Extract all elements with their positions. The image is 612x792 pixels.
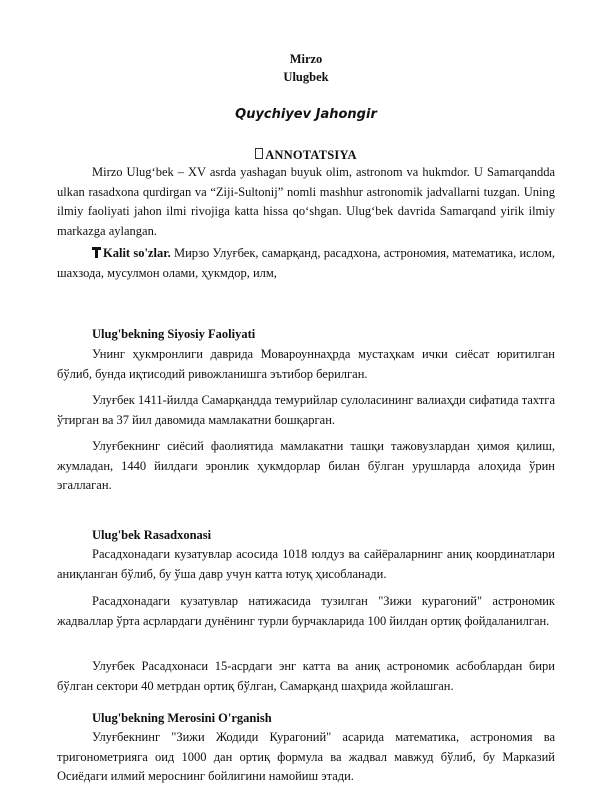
key-icon [92,247,101,258]
section-heading-observatory: Ulug'bek Rasadxonasi [92,528,212,542]
section-paragraph: Улуғбекнинг сиёсий фаолиятида мамлакатни ташқи тажовузлардан ҳимоя қилиш, жумладан, 1440 йилдаги эронлик ҳукмдорлар билан бўлган урушларда алоҳида ўрин эгаллаган. [57,439,555,492]
section-paragraph: Улуғбекнинг "Зижи Жодиди Курагоний" асарида математика, астрономия ва тригонометрияга оид 1000 дан ортиқ формула ва жадвал мавжуд бўлиб, бу Марказий Осиёдаги илмий мероснинг бойлигини намойиш этади. [57,730,555,783]
section-heading-legacy: Ulug'bekning Merosini O'rganish [92,711,272,725]
keywords-paragraph [57,244,555,283]
section-paragraph: Улуғбек 1411-йилда Самарқандда темурийлар сулоласининг валиаҳди сифатида тахтга ўтирган ва 37 йил давомида мамлакатни бошқарган. [57,393,555,427]
keywords-text: Мирзо Улуғбек, самарқанд, расадхона, астрономия, математика, ислом, шахзода, мусулмон олами, ҳукмдор, илм, [57,246,556,280]
author-name: Quychiyev Jahongir [235,107,377,122]
annotation-paragraph: Mirzo Ulug‘bek – XV asrda yashagan buyuk olim, astronom va hukmdor. U Samarqandda ulkan rasadxona qurdirgan va “Ziji-Sultonij” nomli mashhur astronomik jadvallarni tuzgan. Uning ilmiy faoliyati jahon ilmi rivojiga katta hissa qo‘shgan. Ulug‘bek davrida Samarqand yirik ilmiy markazga aylangan. [57,165,555,238]
keywords-label: Kalit so'zlar. [103,246,171,260]
annotation-heading [0,148,612,163]
section-paragraph: Унинг ҳукмронлиги даврида Мовароуннаҳрда мустаҳкам ички сиёсат юритилган бўлиб, бунда иқтисодий ривожланишга эътибор берилган. [57,347,555,381]
placeholder-box-icon [255,148,263,159]
section-paragraph: Расадхонадаги кузатувлар асосида 1018 юлдуз ва сайёраларнинг аниқ координатлари аниқланган бўлиб, бу ўша давр учун катта ютуқ ҳисобланади. [57,547,555,581]
annotation-heading-text: ANNOTATSIYA [265,148,357,162]
title-line-2: Ulugbek [283,70,329,84]
section-paragraph: Расадхонадаги кузатувлар натижасида тузилган "Зижи курагоний" астрономик жадваллар ўрта асрлардаги дунёнинг турли бурчакларида 100 йилдан ортиқ фойдаланилган. [57,594,555,628]
section-paragraph: Улуғбек Расадхонаси 15-асрдаги энг катта ва аниқ астрономик асбоблардан бири бўлган сектори 40 метрдан ортиқ бўлган, Самарқанд шаҳрида жойлашган. [57,659,555,693]
section-heading-political: Ulug'bekning Siyosiy Faoliyati [92,327,256,341]
title-line-1: Mirzo [289,52,323,66]
